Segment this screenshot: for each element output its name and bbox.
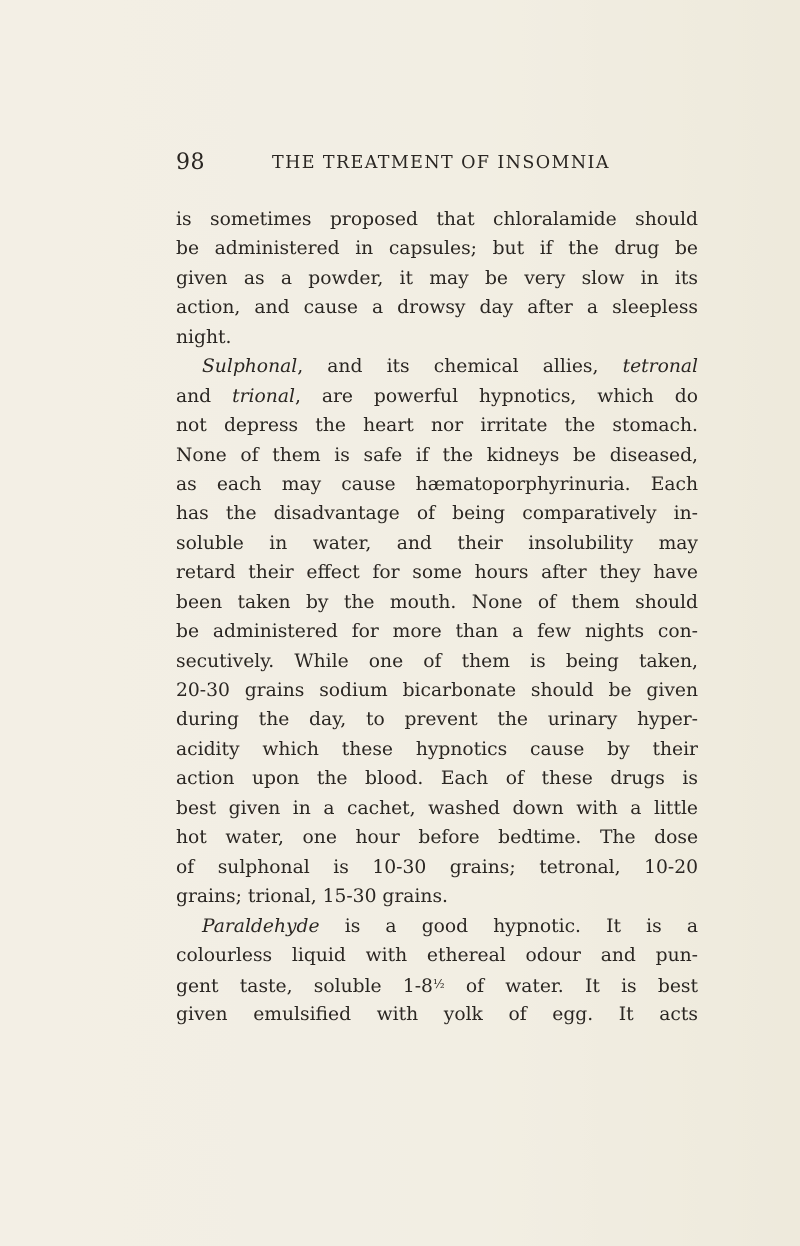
body-text — [176, 205, 698, 1029]
text-segment: during the day, to prevent the urinary hyper- — [176, 709, 698, 731]
text-segment: night. — [176, 326, 232, 348]
text-segment: of water. It is best — [444, 976, 698, 998]
text-line — [176, 588, 698, 617]
text-line — [176, 617, 698, 646]
text-segment: and — [176, 385, 233, 407]
text-line — [176, 352, 698, 381]
italic-term: trional — [232, 385, 295, 407]
text-line — [176, 529, 698, 558]
text-segment: None of them is safe if the kidneys be diseased, — [176, 444, 698, 466]
italic-term: Paraldehyde — [202, 915, 320, 937]
text-line — [176, 823, 698, 852]
text-line — [176, 499, 698, 528]
text-segment: gent taste, soluble 1-8 — [176, 976, 433, 998]
text-segment: be administered for more than a few nights con- — [176, 621, 698, 643]
text-line — [176, 558, 698, 587]
text-line — [176, 323, 698, 352]
text-segment: retard their effect for some hours after they have — [176, 562, 698, 584]
text-segment: soluble in water, and their insolubility may — [176, 532, 698, 554]
text-segment: , are powerful hypnotics, which do — [294, 385, 698, 407]
text-segment: best given in a cachet, washed down with a little — [176, 797, 698, 819]
text-line — [176, 735, 698, 764]
text-line — [176, 676, 698, 705]
text-segment: given emulsified with yolk of egg. It acts — [176, 1003, 698, 1025]
text-segment: been taken by the mouth. None of them should — [176, 591, 698, 613]
text-line — [176, 293, 698, 322]
text-line — [176, 264, 698, 293]
text-segment: action upon the blood. Each of these drugs is — [176, 768, 698, 790]
text-line — [176, 764, 698, 793]
text-line — [176, 882, 698, 911]
text-segment: action, and cause a drowsy day after a sleepless — [176, 297, 698, 319]
fraction: ½ — [432, 977, 445, 992]
text-line — [176, 205, 698, 234]
text-line — [176, 853, 698, 882]
text-segment: as each may cause hæmatoporphyrinuria. Each — [176, 473, 698, 495]
italic-term: tetronal — [622, 356, 698, 378]
running-title: THE TREATMENT OF INSOMNIA — [272, 153, 610, 173]
text-segment: has the disadvantage of being comparatively in- — [176, 503, 698, 525]
text-segment: secutively. While one of them is being taken, — [176, 650, 698, 672]
text-line — [176, 382, 698, 411]
text-segment: given as a powder, it may be very slow in its — [176, 267, 698, 289]
text-line — [176, 470, 698, 499]
text-line — [176, 234, 698, 263]
text-segment: , and its chemical allies, — [297, 356, 623, 378]
text-segment: be administered in capsules; but if the drug be — [176, 238, 698, 260]
page-number: 98 — [176, 150, 205, 175]
text-line — [176, 941, 698, 970]
text-segment: of sulphonal is 10-30 grains; tetronal, 10-20 — [176, 856, 698, 878]
text-segment: colourless liquid with ethereal odour and pun- — [176, 944, 698, 966]
text-segment: 20-30 grains sodium bicarbonate should be given — [176, 680, 698, 701]
text-line — [176, 705, 698, 734]
text-line — [176, 794, 698, 823]
text-segment: hot water, one hour before bedtime. The dose — [176, 827, 698, 849]
text-line — [176, 1000, 698, 1029]
text-segment: acidity which these hypnotics cause by their — [176, 738, 698, 760]
text-segment: is a good hypnotic. It is a — [319, 915, 698, 937]
text-line — [176, 970, 698, 999]
text-line — [176, 411, 698, 440]
italic-term: Sulphonal — [202, 356, 298, 378]
text-line — [176, 441, 698, 470]
text-segment: is sometimes proposed that chloralamide should — [176, 209, 698, 230]
text-segment: grains; trional, 15-30 grains. — [176, 886, 448, 908]
text-line — [176, 647, 698, 676]
page-header — [176, 150, 696, 180]
text-line — [176, 912, 698, 941]
text-segment: not depress the heart nor irritate the stomach. — [176, 415, 698, 437]
